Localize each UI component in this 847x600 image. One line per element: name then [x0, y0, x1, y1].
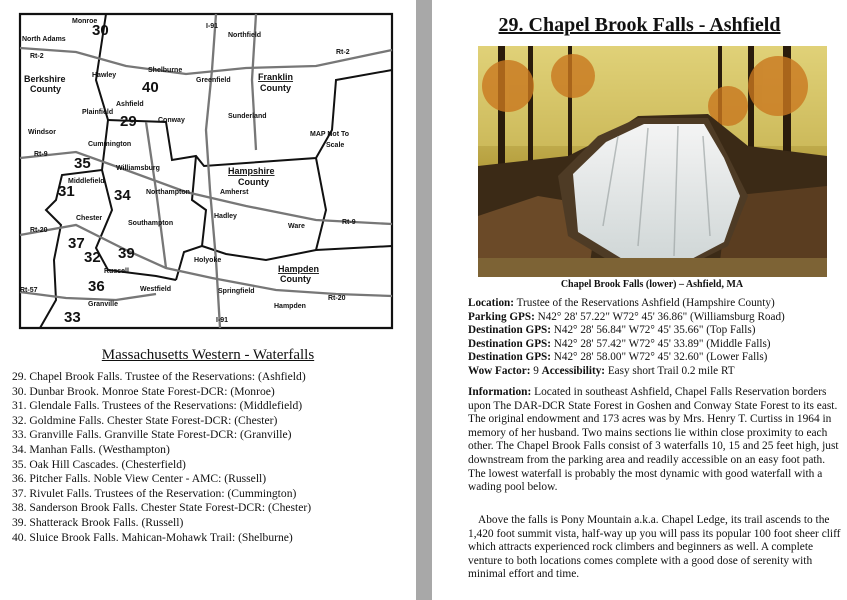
map-label-ware: Ware [288, 223, 305, 230]
waterfall-list-item: 31. Glendale Falls. Trustees of the Reservations: (Middlefield) [12, 399, 303, 413]
map-label-hampden-town: Hampden [274, 303, 306, 310]
info-destination-lower [468, 351, 843, 365]
info-location [468, 297, 843, 311]
map-label-conway: Conway [158, 117, 185, 124]
map-label-rt9-left: Rt-9 [34, 151, 48, 158]
info-destination-label: Destination GPS: [468, 324, 551, 337]
right-page [432, 0, 847, 600]
info-block [468, 297, 843, 379]
map-label-scale: Scale [326, 142, 345, 149]
information-label: Information: [468, 386, 532, 398]
map-label-franklin: Franklin [258, 72, 294, 82]
map-label-middlefield: Middlefield [68, 178, 105, 185]
map-label-amherst: Amherst [220, 189, 249, 196]
map-label-granville: Granville [88, 301, 118, 308]
pony-mountain-paragraph: Above the falls is Pony Mountain a.k.a. Chapel Ledge, its trail ascends to the 1,420 foot summit vista, half-way up you will pass its popular 100 foot sheer cliff which attracts experienced rock climbers and beginners as well. A complete venture to both locations comes complete with a good dose of serenity with minimal effort and time. [468, 514, 841, 581]
information-text: Located in southeast Ashfield, Chapel Falls Reservation borders upon The DAR-DCR State Forest in Goshen and Conway State Forest to its east. The original endowment and 173 acres was by Mrs. Henry T. Curtiss in 1964 in memory of her husband. Two mains sections lie within close proximity to each other. The Chapel Brook Falls consist of 3 waterfalls 10, 15 and 25 feet high, just downstream from the parking area and readily accessible on an easy foot path. The lowest waterfall is probably the most dynamic with good waterfall with a wading pool below. [468, 386, 839, 494]
map-label-sunderland: Sunderland [228, 113, 267, 120]
waterfall-list-item: 33. Granville Falls. Granville State Forest-DCR: (Granville) [12, 428, 292, 442]
info-parking [468, 311, 843, 325]
page-title: 29. Chapel Brook Falls - Ashfield [498, 14, 781, 36]
waterfall-list-item: 35. Oak Hill Cascades. (Chesterfield) [12, 457, 186, 471]
map-marker-39: 39 [118, 245, 135, 262]
map-marker-40: 40 [142, 79, 159, 96]
info-parking-value: N42° 28' 57.22" W72° 45' 36.86" (Williamsburg Road) [534, 310, 785, 323]
map-label-ashfield: Ashfield [116, 101, 144, 108]
waterfall-list-item: 39. Shatterack Brook Falls. (Russell) [12, 515, 184, 529]
map-label-rt20-left: Rt-20 [30, 227, 48, 234]
map-label-windsor: Windsor [28, 129, 56, 136]
map-marker-29: 29 [120, 113, 137, 130]
info-location-value: Trustee of the Reservations Ashfield (Hampshire County) [514, 297, 775, 309]
waterfall-list-item: 32. Goldmine Falls. Chester State Forest-DCR: (Chester) [12, 413, 278, 427]
waterfall-list-item: 34. Manhan Falls. (Westhampton) [12, 442, 170, 456]
info-destination-value: N42° 28' 57.42" W72° 45' 33.89" (Middle Falls) [550, 337, 771, 350]
map-label-i91-bottom: I-91 [216, 317, 229, 324]
map-label-hawley: Hawley [92, 72, 117, 79]
map-marker-34: 34 [114, 187, 131, 204]
map-label-shelburne: Shelburne [148, 67, 183, 74]
info-accessibility-label: Accessibility: [541, 364, 606, 377]
map-label-north-adams: North Adams [22, 36, 66, 43]
info-parking-label: Parking GPS: [468, 310, 535, 323]
map-label-williamsburg: Williamsburg [116, 165, 160, 172]
map-label-hampden-county: County [280, 274, 311, 284]
map-label-chester: Chester [76, 215, 103, 222]
map-title: Massachusetts Western - Waterfalls [101, 347, 315, 363]
map-marker-32: 32 [84, 249, 101, 266]
map-label-hadley: Hadley [214, 213, 237, 220]
map-label-westfield: Westfield [140, 286, 171, 293]
waterfall-list-item: 30. Dunbar Brook. Monroe State Forest-DCR: (Monroe) [12, 384, 275, 398]
waterfall-list-item: 37. Rivulet Falls. Trustees of the Reservation: (Cummington) [12, 486, 297, 500]
waterfall-photo [478, 46, 827, 277]
map-label-map-not-to: MAP Not To [310, 131, 350, 138]
info-wow-label: Wow Factor: [468, 364, 531, 377]
map-label-rt2-left: Rt-2 [30, 53, 44, 60]
map-marker-31: 31 [58, 183, 75, 200]
map-marker-30: 30 [92, 22, 109, 39]
map-label-rt9-right: Rt-9 [342, 219, 356, 226]
map-label-berkshire: Berkshire [24, 74, 66, 84]
map-marker-36: 36 [88, 278, 105, 295]
info-wow-value: 9 [530, 364, 542, 377]
info-destination-label: Destination GPS: [468, 351, 551, 364]
waterfall-list-item: 29. Chapel Brook Falls. Trustee of the Reservations: (Ashfield) [12, 370, 306, 383]
info-destination-value: N42° 28' 58.00" W72° 45' 32.60" (Lower Falls) [550, 351, 768, 364]
map-label-franklin-county: County [260, 83, 291, 93]
map-marker-37: 37 [68, 235, 85, 252]
map-label-hampden-county-name: Hampden [278, 264, 320, 274]
waterfall-list-item: 40. Sluice Brook Falls. Mahican-Mohawk Trail: (Shelburne) [12, 530, 293, 544]
waterfall-list-item: 38. Sanderson Brook Falls. Chester State Forest-DCR: (Chester) [12, 501, 312, 515]
map-label-southampton: Southampton [128, 220, 174, 227]
map-label-hampshire: Hampshire [228, 166, 275, 176]
map-label-northfield: Northfield [228, 32, 262, 39]
map-marker-33: 33 [64, 309, 81, 326]
photo-caption: Chapel Brook Falls (lower) – Ashfield, MA [560, 279, 744, 290]
map-label-russell: Russell [104, 268, 129, 275]
map-label-holyoke: Holyoke [194, 257, 222, 264]
info-destination-label: Destination GPS: [468, 337, 551, 350]
map-label-hampshire-county: County [238, 177, 269, 187]
info-destination-middle [468, 338, 843, 352]
info-wow-accessibility [468, 365, 843, 379]
info-location-label: Location: [468, 297, 514, 309]
info-accessibility-value: Easy short Trail 0.2 mile RT [605, 364, 735, 377]
waterfall-list [12, 370, 311, 545]
info-destination-value: N42° 28' 56.84" W72° 45' 35.66" (Top Falls) [550, 324, 756, 337]
map-label-i91-top: I-91 [206, 23, 219, 30]
map-label-rt20-right: Rt-20 [328, 295, 346, 302]
map-label-berkshire-county: County [30, 84, 61, 94]
map-label-plainfield: Plainfield [82, 109, 114, 116]
waterfall-list-item: 36. Pitcher Falls. Noble View Center - AMC: (Russell) [12, 472, 267, 486]
map-label-rt57: Rt-57 [20, 287, 38, 294]
map-label-cummington: Cummington [88, 141, 132, 148]
info-destination-top [468, 324, 843, 338]
left-page [0, 0, 416, 600]
information-paragraph [468, 386, 842, 495]
map-label-springfield: Springfield [218, 288, 255, 295]
map-label-greenfield: Greenfield [196, 77, 231, 84]
map-label-rt2-right: Rt-2 [336, 49, 350, 56]
map-label-monroe: Monroe [72, 18, 98, 25]
map-label-northampton: Northampton [146, 189, 190, 196]
map-marker-35: 35 [74, 155, 91, 172]
region-map [16, 10, 396, 340]
